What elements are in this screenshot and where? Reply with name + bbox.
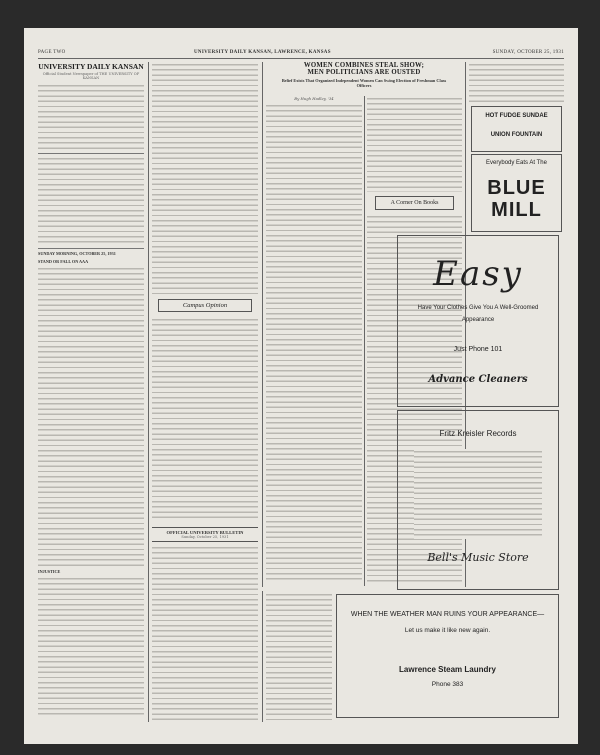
campus-opinion-letters	[152, 317, 258, 522]
injustice-body	[38, 576, 144, 716]
bells-music-logo: Bell's Music Store	[427, 551, 529, 564]
bells-music-ad	[397, 410, 559, 590]
bulletin-date: Sunday, October 25, 1931	[181, 535, 229, 539]
lead-editorial-body	[38, 266, 144, 566]
union-fountain-ad	[471, 106, 562, 152]
fritz-kreisler-heading: Fritz Kreisler Records	[439, 429, 517, 438]
editorial-title: UNIVERSITY DAILY KANSAN	[38, 62, 144, 71]
editorial-subtitle: Official Student Newspaper of THE UNIVERSITY OF KANSAN	[42, 72, 140, 80]
laundry-headline: WHEN THE WEATHER MAN RUINS YOUR APPEARANCE—	[350, 611, 545, 618]
record-list	[414, 449, 542, 539]
paper-name: UNIVERSITY DAILY KANSAN, LAWRENCE, KANSAS	[194, 50, 331, 55]
article-body-left	[266, 103, 362, 583]
corner-on-books-heading: A Corner On Books	[375, 196, 454, 210]
blue-text: BLUE	[487, 177, 546, 199]
easy-text: Easy	[433, 254, 523, 294]
easy-tagline: Have Your Clothes Give You A Well-Groomed Appearance	[417, 305, 539, 323]
header-rule	[38, 58, 564, 59]
newspaper-page	[24, 28, 578, 744]
bulletin-body	[152, 545, 258, 722]
page-number: PAGE TWO	[38, 50, 66, 55]
headline-line1: WOMEN COMBINES STEAL SHOW;	[303, 62, 425, 69]
union-fountain-text: UNION FOUNTAIN	[490, 132, 543, 138]
staff-details	[38, 156, 144, 246]
advance-cleaners-logo: Advance Cleaners	[428, 374, 528, 385]
mill-text: MILL	[491, 199, 542, 221]
article-body-right	[367, 96, 462, 192]
staff-list	[38, 83, 144, 151]
advance-cleaners-ad	[397, 235, 559, 407]
phone-text: Just Phone 101	[453, 346, 503, 353]
laundry-name: Lawrence Steam Laundry	[399, 665, 496, 674]
blue-mill-ad	[471, 154, 562, 232]
divider	[38, 153, 144, 154]
hot-fudge-text: HOT FUDGE SUNDAE	[485, 113, 548, 119]
opinion-text	[152, 62, 258, 294]
continued-text	[266, 592, 332, 722]
ad-column-top	[469, 62, 564, 232]
bulletin-title: OFFICIAL UNIVERSITY BULLETIN	[166, 530, 244, 535]
bulletin-header	[152, 527, 258, 542]
divider	[38, 248, 144, 249]
editorial-column	[38, 62, 144, 722]
issue-date: SUNDAY, OCTOBER 25, 1931	[492, 50, 564, 55]
column-text	[469, 62, 564, 102]
everybody-eats-text: Everybody Eats At The	[486, 160, 547, 166]
headline-deck: Belief Exists That Organized Independent Women Can Swing Election of Freshman Class Officers	[281, 78, 447, 88]
laundry-line: Let us make it like new again.	[404, 627, 491, 634]
headline-line2: MEN POLITICIANS ARE OUSTED	[307, 69, 421, 76]
laundry-phone: Phone 383	[431, 681, 464, 688]
lawrence-steam-laundry-ad	[336, 594, 559, 718]
campus-opinion-heading: Campus Opinion	[158, 299, 252, 312]
opinion-column	[152, 62, 258, 722]
dateline: SUNDAY MORNING, OCTOBER 25, 1931	[38, 251, 116, 256]
lead-editorial-head: STAND OR FALL ON AAA	[38, 259, 89, 264]
byline: By Hugh Hadley, '34	[294, 96, 334, 101]
injustice-head: INJUSTICE	[38, 569, 61, 574]
